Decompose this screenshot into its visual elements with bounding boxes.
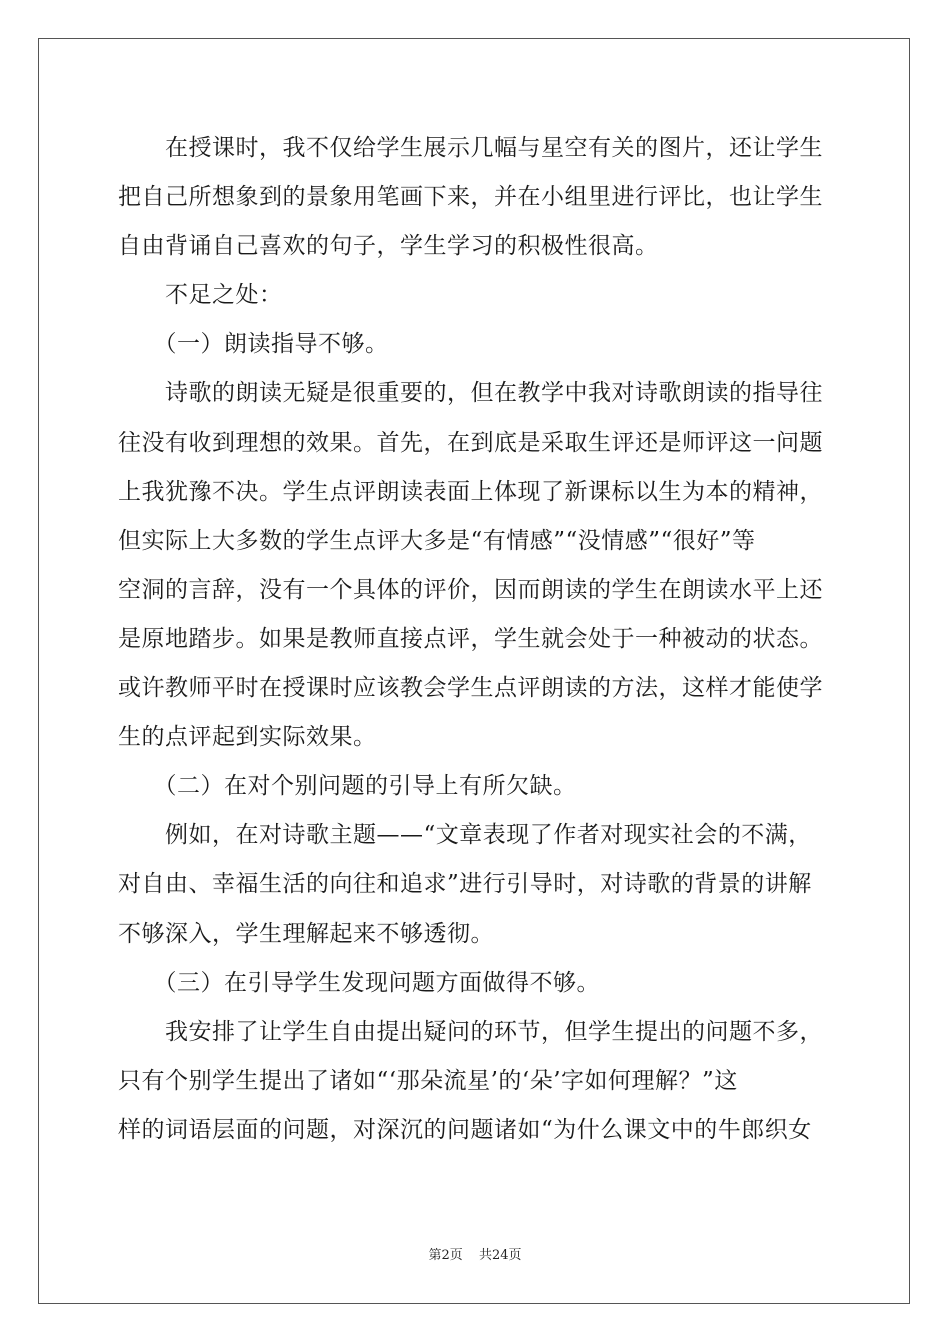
document-body (118, 124, 834, 1155)
text-line: 对自由、幸福生活的向往和追求”进行引导时，对诗歌的背景的讲解 (118, 871, 812, 898)
text-line: 生的点评起到实际效果。 (118, 724, 377, 751)
page-footer (0, 1244, 950, 1263)
text-line: 样的词语层面的问题，对深沉的问题诸如“为什么课文中的牛郎织女 (118, 1116, 812, 1143)
text-line: 上我犹豫不决。学生点评朗读表面上体现了新课标以生为本的精神， (118, 478, 823, 505)
text-line: 空洞的言辞，没有一个具体的评价，因而朗读的学生在朗读水平上还 (118, 576, 823, 603)
text-line: 或许教师平时在授课时应该教会学生点评朗读的方法，这样才能使学 (118, 675, 823, 702)
text-line: 是原地踏步。如果是教师直接点评，学生就会处于一种被动的状态。 (118, 625, 823, 652)
text-line: 在授课时，我不仅给学生展示几幅与星空有关的图片，还让学生 (118, 135, 823, 161)
subsection-heading: （二）在对个别问题的引导上有所欠缺。 (118, 773, 577, 800)
text-line: 往没有收到理想的效果。首先，在到底是采取生评还是师评这一问题 (118, 429, 823, 456)
subsection-heading: （三）在引导学生发现问题方面做得不够。 (118, 969, 600, 996)
text-line: 例如，在对诗歌主题——“文章表现了作者对现实社会的不满， (118, 822, 812, 849)
text-line: 只有个别学生提出了诸如“‘那朵流星’的‘朵’字如何理解？”这 (118, 1067, 738, 1094)
page-number: 第2页 (428, 1248, 463, 1263)
text-line: 但实际上大多数的学生点评大多是“有情感”“没情感”“很好”等 (118, 527, 756, 554)
text-line: 自由背诵自己喜欢的句子，学生学习的积极性很高。 (118, 233, 659, 260)
text-line: 不够深入，学生理解起来不够透彻。 (118, 920, 494, 947)
section-heading: 不足之处： (118, 282, 283, 309)
subsection-heading: （一）朗读指导不够。 (118, 331, 389, 358)
text-line: 诗歌的朗读无疑是很重要的，但在教学中我对诗歌朗读的指导往 (118, 380, 823, 407)
page-total: 共24页 (478, 1248, 522, 1263)
text-line: 我安排了让学生自由提出疑问的环节，但学生提出的问题不多， (118, 1018, 823, 1045)
text-line: 把自己所想象到的景象用笔画下来，并在小组里进行评比，也让学生 (118, 184, 823, 211)
